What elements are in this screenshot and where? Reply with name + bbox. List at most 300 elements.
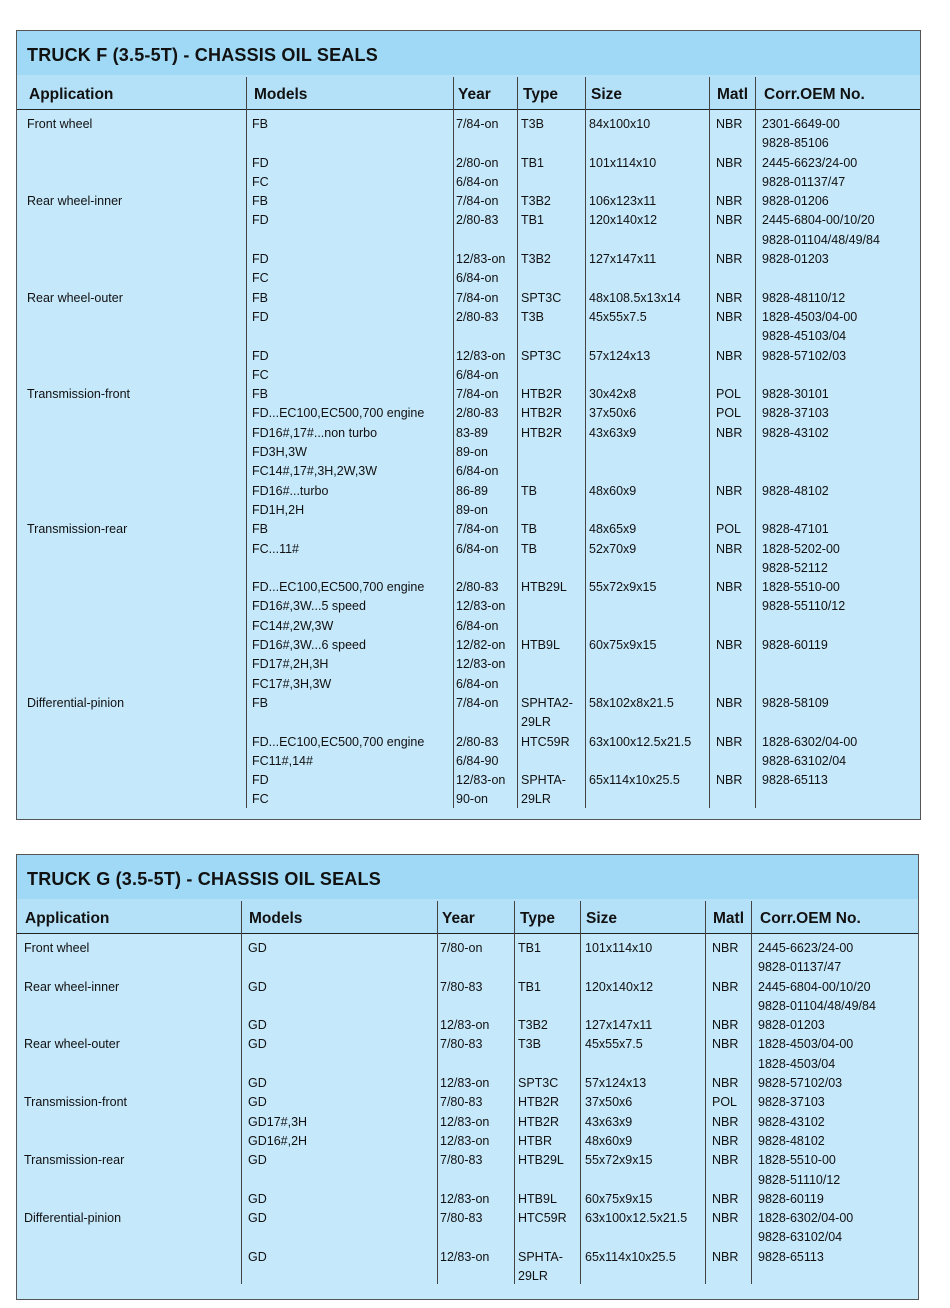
cell-models: FD...EC100,EC500,700 engine (252, 406, 425, 421)
header-size: Size (586, 910, 618, 927)
truck-f-table (16, 30, 921, 820)
cell-oem: 9828-43102 (762, 425, 829, 440)
table-row (17, 636, 920, 655)
cell-year: 6/84-on (456, 367, 499, 382)
cell-models: FB (252, 695, 268, 710)
cell-models: FB (252, 117, 268, 131)
cell-size: 57x124x13 (589, 348, 651, 363)
cell-year: 7/84-on (456, 522, 499, 537)
cell-size: 58x102x8x21.5 (589, 695, 674, 710)
table-row (17, 675, 920, 694)
cell-type: TB1 (521, 213, 544, 228)
cell-models: GD (248, 1076, 267, 1091)
cell-year: 12/83-on (456, 599, 506, 614)
cell-matl: NBR (716, 425, 743, 440)
cell-type: TB (521, 522, 537, 537)
cell-application: Front wheel (27, 117, 93, 131)
cell-oem: 9828-47101 (762, 522, 829, 537)
cell-size: 84x100x10 (589, 117, 651, 131)
cell-size: 106x123x11 (589, 194, 657, 209)
cell-matl: NBR (716, 117, 743, 131)
header-application: Application (29, 86, 114, 103)
cell-oem: 1828-5510-00 (758, 1153, 836, 1168)
cell-year: 12/83-on (456, 657, 506, 672)
cell-type: SPHTA- (521, 773, 566, 788)
cell-type: HTC59R (521, 734, 570, 749)
cell-type: HTB2R (518, 1095, 559, 1110)
cell-matl: NBR (716, 773, 743, 788)
cell-type: 29LR (521, 715, 551, 730)
cell-oem: 1828-4503/04 (758, 1056, 836, 1071)
cell-models: FD (252, 213, 269, 228)
cell-models: GD (248, 941, 267, 955)
cell-size: 48x65x9 (589, 522, 637, 537)
column-divider (709, 77, 710, 808)
table-row (17, 520, 920, 539)
cell-year: 7/84-on (456, 387, 499, 402)
table-row (17, 250, 920, 269)
table-row (17, 154, 920, 173)
table-row (17, 790, 920, 809)
cell-oem: 9828-55110/12 (762, 599, 846, 614)
cell-year: 6/84-on (456, 618, 499, 633)
cell-models: GD (248, 1249, 267, 1264)
cell-year: 2/80-83 (456, 309, 499, 324)
cell-matl: NBR (712, 1191, 739, 1206)
table-title-bar (17, 855, 918, 900)
cell-year: 2/80-on (456, 155, 499, 170)
cell-oem: 2445-6623/24-00 (762, 155, 858, 170)
cell-type: T3B (521, 309, 544, 324)
table-row (17, 617, 920, 636)
cell-year: 7/80-83 (440, 1211, 483, 1226)
cell-oem: 9828-57102/03 (762, 348, 847, 363)
cell-models: FD1H,2H (252, 502, 305, 517)
cell-year: 12/83-on (456, 773, 506, 788)
cell-models: FD16#,3W...6 speed (252, 638, 366, 653)
cell-type: T3B2 (518, 1018, 548, 1033)
table-row (17, 424, 920, 443)
cell-application: Differential-pinion (24, 1211, 122, 1226)
column-divider (705, 901, 706, 1284)
cell-type: SPT3C (521, 348, 562, 363)
cell-year: 7/84-on (456, 695, 499, 710)
cell-oem: 2445-6623/24-00 (758, 941, 854, 955)
table-row (17, 404, 920, 423)
cell-size: 127x147x11 (589, 252, 657, 267)
cell-year: 83-89 (456, 425, 488, 440)
table-title: TRUCK G (3.5-5T) - CHASSIS OIL SEALS (27, 869, 381, 889)
cell-oem: 9828-37103 (758, 1095, 825, 1110)
column-divider (517, 77, 518, 808)
cell-matl: NBR (712, 1211, 739, 1226)
cell-models: FB (252, 387, 268, 402)
table-row (17, 1035, 918, 1054)
table-row (17, 385, 920, 404)
cell-matl: NBR (716, 695, 743, 710)
cell-matl: NBR (716, 155, 743, 170)
cell-matl: NBR (716, 309, 743, 324)
cell-matl: NBR (716, 252, 743, 267)
cell-year: 12/82-on (456, 638, 506, 653)
cell-matl: NBR (712, 979, 739, 994)
cell-matl: NBR (712, 941, 739, 955)
cell-year: 6/84-on (456, 271, 499, 286)
cell-application: Rear wheel-inner (24, 979, 120, 994)
cell-oem: 9828-45103/04 (762, 329, 847, 344)
table-body (17, 115, 920, 810)
cell-size: 45x55x7.5 (585, 1037, 643, 1052)
cell-oem: 1828-5202-00 (762, 541, 840, 556)
table-row (17, 347, 920, 366)
cell-size: 101x114x10 (585, 941, 653, 955)
table-row (17, 211, 920, 230)
table-row (17, 1190, 918, 1209)
header-matl: Matl (717, 86, 748, 103)
cell-matl: NBR (716, 541, 743, 556)
cell-oem: 9828-63102/04 (758, 1230, 843, 1245)
cell-matl: POL (712, 1095, 738, 1110)
cell-oem: 1828-6302/04-00 (758, 1211, 854, 1226)
cell-application: Front wheel (24, 941, 90, 955)
table-row (17, 327, 920, 346)
cell-oem: 9828-60119 (762, 638, 828, 653)
column-divider (751, 901, 752, 1284)
table-row (17, 939, 918, 958)
table-row (17, 1016, 918, 1035)
cell-oem: 9828-48102 (758, 1133, 825, 1148)
cell-models: FD (252, 252, 269, 267)
cell-models: FD (252, 309, 269, 324)
cell-year: 7/84-on (456, 117, 499, 131)
column-divider (755, 77, 756, 808)
cell-matl: NBR (712, 1153, 739, 1168)
cell-year: 89-on (456, 502, 488, 517)
cell-oem: 2445-6804-00/10/20 (762, 213, 875, 228)
cell-oem: 9828-51110/12 (758, 1172, 841, 1187)
table-row (17, 1267, 918, 1286)
cell-models: FD16#,3W...5 speed (252, 599, 366, 614)
cell-year: 7/80-83 (440, 979, 483, 994)
table-row (17, 1248, 918, 1267)
header-oem: Corr.OEM No. (764, 86, 865, 103)
cell-year: 12/83-on (456, 252, 506, 267)
cell-application: Transmission-front (24, 1095, 128, 1110)
cell-type: HTC59R (518, 1211, 567, 1226)
cell-matl: NBR (716, 213, 743, 228)
cell-year: 6/84-on (456, 464, 499, 479)
cell-oem: 1828-5510-00 (762, 580, 840, 595)
table-row (17, 1132, 918, 1151)
cell-year: 7/84-on (456, 194, 499, 209)
header-matl: Matl (713, 910, 744, 927)
cell-size: 60x75x9x15 (585, 1191, 653, 1206)
cell-models: FC (252, 271, 269, 286)
cell-type: 29LR (521, 792, 551, 807)
cell-year: 2/80-83 (456, 406, 499, 421)
cell-oem: 9828-57102/03 (758, 1076, 843, 1091)
table-row (17, 231, 920, 250)
table-row (17, 269, 920, 288)
cell-models: FD16#,17#...non turbo (252, 425, 378, 440)
cell-models: GD17#,3H (248, 1114, 308, 1129)
cell-year: 12/83-on (456, 348, 506, 363)
cell-models: FB (252, 194, 268, 209)
cell-matl: NBR (712, 1076, 739, 1091)
cell-oem: 9828-65113 (762, 773, 828, 788)
header-type: Type (520, 910, 556, 927)
cell-size: 63x100x12.5x21.5 (589, 734, 692, 749)
cell-matl: POL (716, 387, 742, 402)
cell-models: GD (248, 1191, 267, 1206)
cell-models: GD (248, 1153, 267, 1168)
cell-matl: NBR (716, 194, 743, 209)
table-title-bar (17, 31, 920, 76)
table-row (17, 1228, 918, 1247)
cell-models: GD (248, 1037, 267, 1052)
cell-matl: NBR (712, 1018, 739, 1033)
table-row (17, 733, 920, 752)
cell-models: FC...11# (252, 541, 300, 556)
header-oem: Corr.OEM No. (760, 910, 861, 927)
cell-application: Transmission-front (27, 387, 131, 402)
table-row (17, 694, 920, 713)
cell-models: FC (252, 367, 269, 382)
cell-matl: NBR (716, 638, 743, 653)
cell-size: 43x63x9 (589, 425, 637, 440)
table-row (17, 192, 920, 211)
cell-type: TB1 (521, 155, 544, 170)
cell-size: 48x60x9 (585, 1133, 633, 1148)
cell-type: HTB29L (518, 1153, 564, 1168)
cell-models: FC14#,2W,3W (252, 618, 334, 633)
header-year: Year (442, 910, 475, 927)
header-year: Year (458, 86, 491, 103)
cell-models: FB (252, 522, 268, 537)
table-row (17, 366, 920, 385)
header-models: Models (254, 86, 308, 103)
cell-size: 37x50x6 (589, 406, 637, 421)
cell-models: FD...EC100,EC500,700 engine (252, 580, 425, 595)
cell-size: 57x124x13 (585, 1076, 647, 1091)
cell-models: FD...EC100,EC500,700 engine (252, 734, 425, 749)
cell-type: HTB2R (518, 1114, 559, 1129)
cell-application: Rear wheel-outer (27, 290, 123, 305)
cell-year: 12/83-on (440, 1114, 490, 1129)
cell-oem: 9828-52112 (762, 560, 828, 575)
cell-matl: NBR (716, 290, 743, 305)
cell-oem: 9828-63102/04 (762, 753, 847, 768)
cell-size: 43x63x9 (585, 1114, 633, 1129)
cell-size: 60x75x9x15 (589, 638, 657, 653)
cell-year: 7/80-83 (440, 1037, 483, 1052)
cell-models: GD (248, 979, 267, 994)
table-row (17, 958, 918, 977)
column-divider (241, 901, 242, 1284)
table-row (17, 482, 920, 501)
cell-oem: 9828-65113 (758, 1249, 824, 1264)
cell-oem: 9828-58109 (762, 695, 829, 710)
cell-application: Rear wheel-outer (24, 1037, 120, 1052)
cell-application: Differential-pinion (27, 695, 125, 710)
cell-year: 12/83-on (440, 1018, 490, 1033)
column-divider (437, 901, 438, 1284)
cell-matl: POL (716, 406, 742, 421)
cell-size: 101x114x10 (589, 155, 657, 170)
cell-type: SPHTA- (518, 1249, 563, 1264)
cell-size: 45x55x7.5 (589, 309, 647, 324)
cell-type: SPT3C (521, 290, 562, 305)
cell-models: GD16#,2H (248, 1133, 308, 1148)
cell-models: FD (252, 155, 269, 170)
cell-oem: 9828-30101 (762, 387, 829, 402)
cell-models: FD17#,2H,3H (252, 657, 329, 672)
column-divider (246, 77, 247, 808)
table-row (17, 1171, 918, 1190)
column-divider (580, 901, 581, 1284)
cell-oem: 9828-48102 (762, 483, 829, 498)
cell-models: GD (248, 1095, 267, 1110)
table-row (17, 559, 920, 578)
cell-models: FC17#,3H,3W (252, 676, 332, 691)
table-row (17, 655, 920, 674)
cell-year: 6/84-90 (456, 753, 499, 768)
cell-oem: 9828-48110/12 (762, 290, 846, 305)
cell-type: T3B (518, 1037, 541, 1052)
cell-application: Rear wheel-inner (27, 194, 123, 209)
cell-models: FC (252, 792, 269, 807)
cell-matl: NBR (712, 1133, 739, 1148)
table-row (17, 443, 920, 462)
cell-type: HTB2R (521, 406, 562, 421)
header-application: Application (25, 910, 110, 927)
table-row (17, 752, 920, 771)
table-row (17, 713, 920, 732)
cell-oem: 9828-01137/47 (762, 174, 846, 189)
cell-size: 55x72x9x15 (585, 1153, 653, 1168)
cell-type: HTB9L (521, 638, 560, 653)
table-row (17, 771, 920, 790)
cell-type: SPT3C (518, 1076, 559, 1091)
table-row (17, 1093, 918, 1112)
cell-models: FC11#,14# (252, 753, 313, 768)
truck-g-table (16, 854, 919, 1300)
table-row (17, 1209, 918, 1228)
cell-size: 65x114x10x25.5 (589, 773, 680, 788)
cell-oem: 9828-43102 (758, 1114, 825, 1129)
cell-models: FD (252, 773, 269, 788)
cell-oem: 9828-01104/48/49/84 (758, 998, 876, 1013)
cell-size: 37x50x6 (585, 1095, 633, 1110)
cell-size: 30x42x8 (589, 387, 637, 402)
cell-year: 6/84-on (456, 541, 499, 556)
table-row (17, 597, 920, 616)
cell-year: 90-on (456, 792, 488, 807)
table-row (17, 1074, 918, 1093)
cell-matl: NBR (712, 1114, 739, 1129)
table-row (17, 997, 918, 1016)
table-header (17, 75, 920, 110)
cell-oem: 9828-01137/47 (758, 960, 842, 975)
cell-oem: 9828-60119 (758, 1191, 824, 1206)
cell-size: 55x72x9x15 (589, 580, 657, 595)
table-body (17, 939, 918, 1286)
cell-models: FD3H,3W (252, 445, 307, 460)
column-divider (514, 901, 515, 1284)
header-type: Type (523, 86, 559, 103)
table-row (17, 308, 920, 327)
cell-size: 120x140x12 (585, 979, 654, 994)
cell-year: 86-89 (456, 483, 488, 498)
table-row (17, 540, 920, 559)
cell-type: T3B2 (521, 194, 551, 209)
cell-oem: 9828-01203 (762, 252, 829, 267)
cell-year: 12/83-on (440, 1133, 490, 1148)
cell-type: T3B (521, 117, 544, 131)
cell-type: 29LR (518, 1269, 548, 1284)
header-models: Models (249, 910, 303, 927)
table-row (17, 501, 920, 520)
table-row (17, 173, 920, 192)
header-size: Size (591, 86, 623, 103)
cell-size: 65x114x10x25.5 (585, 1249, 676, 1264)
cell-oem: 2301-6649-00 (762, 117, 840, 131)
cell-type: TB (521, 483, 537, 498)
cell-oem: 9828-01104/48/49/84 (762, 232, 880, 247)
cell-models: FD (252, 348, 269, 363)
cell-oem: 9828-37103 (762, 406, 829, 421)
cell-year: 2/80-83 (456, 213, 499, 228)
cell-type: TB1 (518, 979, 541, 994)
cell-oem: 9828-01206 (762, 194, 829, 209)
cell-matl: NBR (716, 734, 743, 749)
cell-application: Transmission-rear (27, 522, 128, 537)
cell-size: 48x108.5x13x14 (589, 290, 681, 305)
cell-type: HTB2R (521, 425, 562, 440)
cell-models: FC14#,17#,3H,2W,3W (252, 464, 378, 479)
cell-size: 120x140x12 (589, 213, 658, 228)
cell-matl: NBR (716, 580, 743, 595)
cell-year: 89-on (456, 445, 488, 460)
cell-type: HTB9L (518, 1191, 557, 1206)
cell-type: T3B2 (521, 252, 551, 267)
cell-year: 6/84-on (456, 676, 499, 691)
cell-models: FC (252, 174, 269, 189)
cell-size: 48x60x9 (589, 483, 637, 498)
cell-type: HTBR (518, 1133, 553, 1148)
cell-oem: 1828-4503/04-00 (758, 1037, 854, 1052)
cell-application: Transmission-rear (24, 1153, 125, 1168)
table-header (17, 899, 918, 934)
table-row (17, 115, 920, 134)
cell-year: 7/80-on (440, 941, 483, 955)
cell-type: HTB29L (521, 580, 567, 595)
table-row (17, 134, 920, 153)
table-row (17, 289, 920, 308)
table-row (17, 1113, 918, 1132)
cell-models: GD (248, 1211, 267, 1226)
column-divider (585, 77, 586, 808)
table-row (17, 978, 918, 997)
cell-type: SPHTA2- (521, 695, 573, 710)
cell-oem: 9828-85106 (762, 136, 829, 151)
table-row (17, 578, 920, 597)
table-row (17, 1151, 918, 1170)
cell-year: 12/83-on (440, 1191, 490, 1206)
cell-year: 6/84-on (456, 174, 499, 189)
cell-year: 12/83-on (440, 1076, 490, 1091)
cell-year: 7/80-83 (440, 1153, 483, 1168)
